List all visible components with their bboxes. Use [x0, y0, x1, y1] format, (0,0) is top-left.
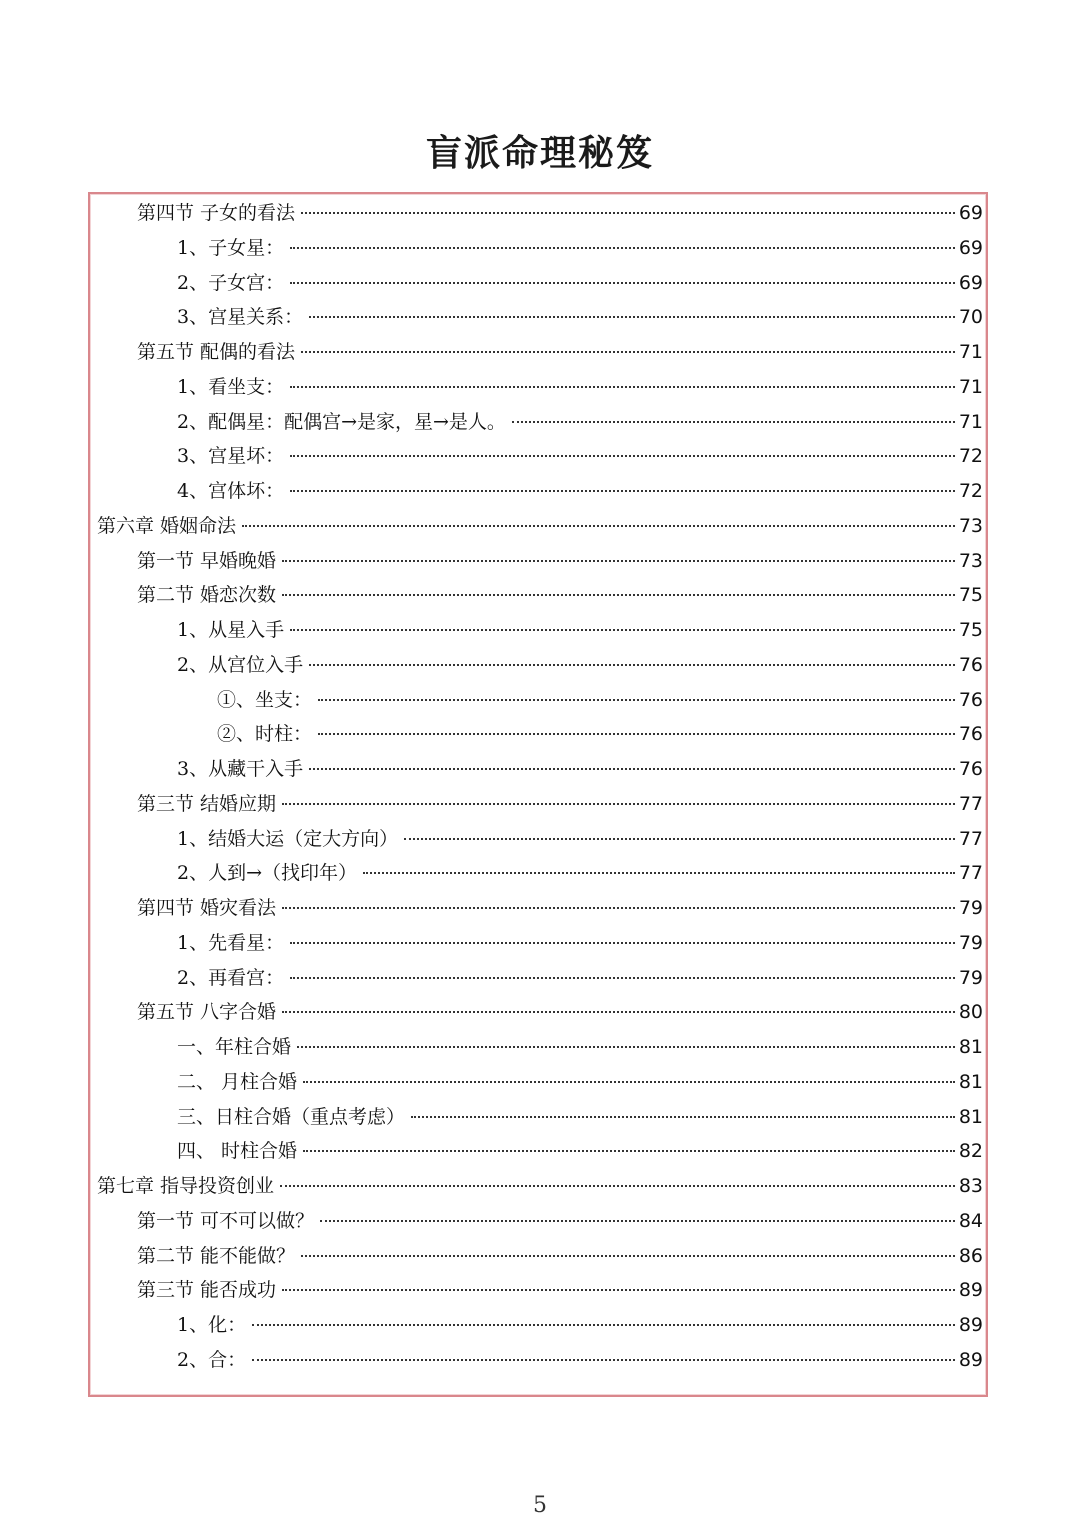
toc-entry[interactable] [0, 335, 1080, 370]
toc-entry-page-number: 80 [958, 1001, 983, 1024]
dot-leader [242, 525, 955, 527]
dot-leader [303, 1150, 955, 1152]
dot-leader [411, 1116, 955, 1118]
toc-entry-page-number: 76 [958, 758, 983, 780]
toc-entry-page-number: 77 [958, 862, 983, 885]
toc-entry[interactable] [0, 717, 1080, 752]
toc-entry-title: 第三节 结婚应期 [137, 792, 277, 815]
toc-entry-page-number: 79 [958, 931, 983, 954]
toc-entry-page-number: 72 [958, 445, 983, 468]
toc-entry[interactable] [0, 405, 1080, 440]
toc-entry-title: 2、人到→（找印年） [177, 862, 358, 885]
toc-entry-title: 第七章 指导投资创业 [97, 1175, 275, 1197]
toc-entry-title: 四、 时柱合婚 [177, 1140, 298, 1163]
toc-entry-title: 一、年柱合婚 [177, 1036, 292, 1058]
toc-entry-page-number: 69 [958, 236, 983, 259]
toc-entry-page-number: 72 [958, 480, 983, 502]
toc-entry[interactable] [0, 683, 1080, 718]
dot-leader [282, 803, 955, 805]
dot-leader [301, 212, 955, 214]
toc-entry[interactable] [0, 439, 1080, 474]
dot-leader [404, 838, 955, 840]
toc-entry-title: 2、合： [177, 1348, 247, 1371]
toc-entry[interactable] [0, 300, 1080, 335]
toc-entry[interactable] [0, 1134, 1080, 1169]
dot-leader [282, 1011, 955, 1013]
toc-entry-title: 1、子女星： [177, 236, 285, 259]
dot-leader [290, 455, 955, 457]
toc-entry[interactable] [0, 231, 1080, 266]
toc-entry[interactable] [0, 544, 1080, 579]
dot-leader [363, 872, 955, 874]
toc-entry[interactable] [0, 891, 1080, 926]
toc-entry[interactable] [0, 509, 1080, 544]
toc-entry[interactable] [0, 1065, 1080, 1100]
dot-leader [309, 768, 955, 770]
dot-leader [290, 629, 955, 631]
toc-entry[interactable] [0, 648, 1080, 683]
toc-entry[interactable] [0, 613, 1080, 648]
toc-entry-title: 3、宫星坏： [177, 445, 285, 468]
toc-entry[interactable] [0, 961, 1080, 996]
toc-entry-title: 2、再看宫： [177, 966, 285, 989]
toc-entry-title: 2、配偶星：配偶宫→是家，星→是人。 [177, 410, 506, 433]
table-of-contents [0, 196, 1080, 1378]
toc-entry[interactable] [0, 1169, 1080, 1204]
toc-entry-page-number: 86 [958, 1244, 983, 1267]
dot-leader [301, 351, 955, 353]
dot-leader [290, 490, 955, 492]
dot-leader [282, 1289, 955, 1291]
toc-entry-title: 第四节 子女的看法 [137, 202, 296, 224]
toc-entry-title: 三、日柱合婚（重点考虑） [177, 1105, 406, 1128]
dot-leader [297, 1046, 955, 1048]
toc-entry-page-number: 70 [958, 306, 983, 329]
toc-entry[interactable] [0, 196, 1080, 231]
toc-entry[interactable] [0, 578, 1080, 613]
toc-entry[interactable] [0, 926, 1080, 961]
toc-entry-page-number: 71 [958, 410, 983, 433]
toc-entry-page-number: 81 [958, 1036, 983, 1058]
toc-entry-page-number: 75 [958, 584, 983, 607]
dot-leader [301, 1255, 955, 1257]
toc-entry[interactable] [0, 822, 1080, 857]
toc-entry-page-number: 73 [958, 549, 983, 572]
toc-entry-title: 第六章 婚姻命法 [97, 514, 237, 537]
toc-entry[interactable] [0, 1273, 1080, 1308]
toc-entry-title: 二、 月柱合婚 [177, 1070, 298, 1093]
toc-entry-title: 1、化： [177, 1314, 247, 1336]
toc-entry-title: 3、宫星关系： [177, 306, 304, 329]
toc-entry[interactable] [0, 266, 1080, 301]
toc-entry-page-number: 76 [958, 653, 983, 676]
dot-leader [282, 560, 955, 562]
toc-entry-title: 1、先看星： [177, 931, 285, 954]
toc-entry-page-number: 69 [958, 202, 983, 224]
toc-entry-page-number: 89 [958, 1279, 983, 1302]
toc-entry-page-number: 82 [958, 1140, 983, 1163]
toc-entry-title: 第四节 婚灾看法 [137, 897, 277, 919]
toc-entry-page-number: 69 [958, 271, 983, 294]
toc-entry-page-number: 79 [958, 897, 983, 919]
dot-leader [309, 664, 955, 666]
toc-entry-page-number: 89 [958, 1314, 983, 1336]
dot-leader [512, 421, 955, 423]
toc-entry-page-number: 79 [958, 966, 983, 989]
toc-entry-title: 2、子女宫： [177, 271, 285, 294]
dot-leader [303, 1081, 955, 1083]
toc-entry-page-number: 76 [958, 688, 983, 711]
document-title: 盲派命理秘笈 [425, 133, 654, 174]
toc-entry-page-number: 76 [958, 723, 983, 746]
dot-leader [290, 942, 955, 944]
toc-entry[interactable] [0, 474, 1080, 509]
toc-entry-page-number: 71 [958, 375, 983, 398]
toc-entry[interactable] [0, 1204, 1080, 1239]
toc-entry-title: 1、看坐支： [177, 375, 285, 398]
toc-entry[interactable] [0, 1239, 1080, 1274]
dot-leader [290, 282, 955, 284]
toc-entry[interactable] [0, 1030, 1080, 1065]
toc-entry[interactable] [0, 370, 1080, 405]
toc-entry-title: 第二节 能不能做？ [137, 1244, 296, 1267]
dot-leader [282, 907, 955, 909]
dot-leader [290, 977, 955, 979]
toc-entry-title: 3、从藏干入手 [177, 758, 304, 780]
dot-leader [309, 316, 955, 318]
toc-entry[interactable] [0, 856, 1080, 891]
toc-entry-page-number: 77 [958, 827, 983, 850]
toc-entry-title: 第三节 能否成功 [137, 1279, 277, 1302]
dot-leader [282, 594, 955, 596]
toc-entry-page-number: 77 [958, 792, 983, 815]
toc-entry-page-number: 81 [958, 1105, 983, 1128]
dot-leader [318, 733, 955, 735]
toc-entry-page-number: 75 [958, 619, 983, 641]
toc-entry-title: 2、从宫位入手 [177, 653, 304, 676]
dot-leader [318, 699, 955, 701]
dot-leader [290, 247, 955, 249]
toc-entry-page-number: 73 [958, 514, 983, 537]
toc-entry-title: ②、时柱： [217, 723, 313, 746]
toc-entry-title: 第一节 可不可以做？ [137, 1209, 315, 1232]
toc-entry-title: 第一节 早婚晚婚 [137, 549, 277, 572]
toc-entry[interactable] [0, 995, 1080, 1030]
toc-entry-title: 1、结婚大运（定大方向） [177, 827, 399, 850]
toc-entry[interactable] [0, 1308, 1080, 1343]
toc-entry[interactable] [0, 1343, 1080, 1378]
toc-entry-title: ①、坐支： [217, 688, 313, 711]
toc-entry-page-number: 83 [958, 1175, 983, 1197]
toc-entry-title: 第五节 配偶的看法 [137, 341, 296, 363]
dot-leader [280, 1185, 955, 1187]
toc-entry-page-number: 84 [958, 1209, 983, 1232]
dot-leader [252, 1324, 955, 1326]
toc-entry-title: 第五节 八字合婚 [137, 1001, 277, 1024]
toc-entry-page-number: 71 [958, 341, 983, 363]
dot-leader [252, 1359, 955, 1361]
toc-entry[interactable] [0, 787, 1080, 822]
toc-entry-page-number: 81 [958, 1070, 983, 1093]
toc-entry-page-number: 89 [958, 1348, 983, 1371]
toc-entry[interactable] [0, 1100, 1080, 1135]
dot-leader [320, 1220, 955, 1222]
toc-entry-title: 1、从星入手 [177, 619, 285, 641]
page-number: 5 [533, 1493, 547, 1518]
toc-entry-title: 第二节 婚恋次数 [137, 584, 277, 607]
toc-entry[interactable] [0, 752, 1080, 787]
toc-entry-title: 4、宫体坏： [177, 480, 285, 502]
dot-leader [290, 386, 955, 388]
